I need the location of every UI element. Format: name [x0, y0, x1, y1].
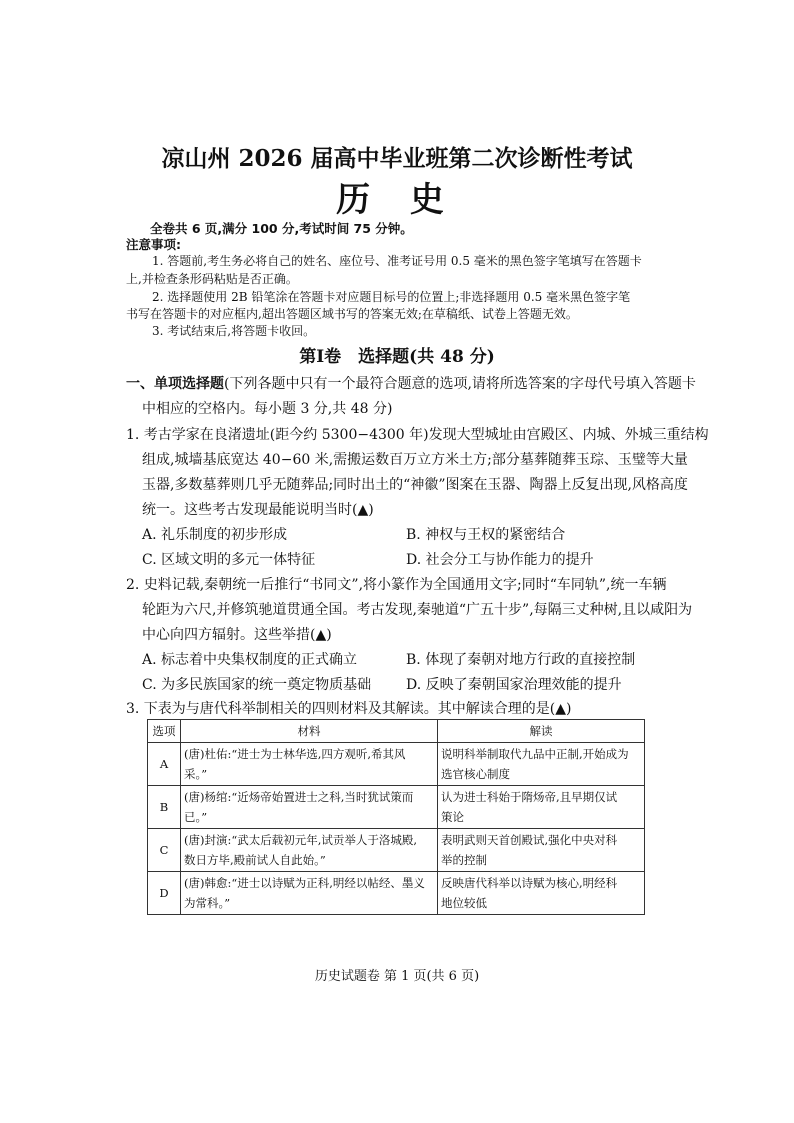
- interpretation-line: 地位较低: [441, 896, 487, 910]
- q3-stem: 3. 下表为与唐代科举制相关的四则材料及其解读。其中解读合理的是(▲): [126, 701, 572, 717]
- material-line: 采。”: [184, 767, 208, 781]
- material-line: 已。”: [184, 810, 208, 824]
- section-intro: [126, 373, 696, 393]
- notes-title: 注意事项:: [126, 237, 181, 252]
- q1-line: 玉器,多数墓葬则几乎无随葬品;同时出土的“神徽”图案在玉器、陶器上反复出现,风格高度: [142, 477, 688, 493]
- q1-option-b: B. 神权与王权的紧密结合: [406, 527, 566, 543]
- section-title: 第Ⅰ卷 选择题(共 48 分): [299, 347, 495, 367]
- note-line: 上,并检查条形码粘贴是否正确。: [126, 272, 298, 286]
- table-header-row: [148, 720, 645, 743]
- row-interpretation: [438, 872, 645, 915]
- q1-option-d: D. 社会分工与协作能力的提升: [406, 552, 594, 568]
- material-line: (唐)杨绾:“近炀帝始置进士之科,当时犹试策而: [184, 790, 414, 804]
- interpretation-line: 说明科举制取代九品中正制,开始成为: [441, 747, 629, 761]
- row-material: [181, 786, 438, 829]
- q2-line: 2. 史料记载,秦朝统一后推行“书同文”,将小篆作为全国通用文字;同时“车同轨”,统一车辆: [126, 577, 667, 593]
- note-line: 书写在答题卡的对应框内,超出答题区域书写的答案无效;在草稿纸、试卷上答题无效。: [126, 307, 578, 321]
- material-line: (唐)封演:“武太后载初元年,试贡举人于洛城殿,: [184, 833, 418, 847]
- material-line: (唐)韩愈:“进士以诗赋为正科,明经以帖经、墨义: [184, 876, 425, 890]
- interpretation-line: 认为进士科始于隋炀帝,且早期仅试: [441, 790, 618, 804]
- interpretation-line: 表明武则天首创殿试,强化中央对科: [441, 833, 618, 847]
- q1-line: 1. 考古学家在良渚遗址(距今约 5300−4300 年)发现大型城址由宫殿区、内城、外城三重结构: [126, 427, 709, 443]
- material-line: (唐)杜佑:“进士为士林华选,四方观听,希其风: [184, 747, 406, 761]
- row-interpretation: [438, 743, 645, 786]
- page-footer: 历史试题卷 第 1 页(共 6 页): [314, 969, 480, 984]
- row-option: C: [148, 829, 181, 872]
- q1-option-c: C. 区域文明的多元一体特征: [142, 552, 316, 568]
- header-material: 材料: [181, 720, 438, 743]
- q1-line: 统一。这些考古发现最能说明当时(▲): [142, 502, 374, 518]
- note-line: 1. 答题前,考生务必将自己的姓名、座位号、准考证号用 0.5 毫米的黑色签字笔填写在答题卡: [152, 254, 642, 268]
- material-line: 数日方毕,殿前试人自此始。”: [184, 853, 326, 867]
- section-intro-bold: 一、单项选择题: [126, 376, 224, 392]
- row-option: B: [148, 786, 181, 829]
- interpretation-line: 策论: [441, 810, 464, 824]
- row-material: [181, 829, 438, 872]
- row-interpretation: [438, 786, 645, 829]
- q2-option-b: B. 体现了秦朝对地方行政的直接控制: [406, 652, 636, 668]
- row-option: D: [148, 872, 181, 915]
- q3-table: [147, 719, 645, 915]
- table-row: [148, 743, 645, 786]
- section-intro-text: (下列各题中只有一个最符合题意的选项,请将所选答案的字母代号填入答题卡: [224, 376, 696, 392]
- table-row: [148, 872, 645, 915]
- section-intro-line2: 中相应的空格内。每小题 3 分,共 48 分): [142, 401, 393, 417]
- q2-option-c: C. 为多民族国家的统一奠定物质基础: [142, 677, 372, 693]
- row-option: A: [148, 743, 181, 786]
- q2-line: 轮距为六尺,并修筑驰道贯通全国。考古发现,秦驰道“广五十步”,每隔三丈种树,且以咸阳为: [142, 602, 693, 618]
- exam-title: 凉山州 2026 届高中毕业班第二次诊断性考试: [161, 145, 633, 172]
- q1-option-a: A. 礼乐制度的初步形成: [142, 527, 288, 543]
- subject-title: 历 史: [336, 180, 458, 220]
- row-material: [181, 743, 438, 786]
- material-line: 为常科。”: [184, 896, 231, 910]
- q2-option-d: D. 反映了秦朝国家治理效能的提升: [406, 677, 622, 693]
- note-line: 2. 选择题使用 2B 铅笔涂在答题卡对应题目标号的位置上;非选择题用 0.5 毫米黑色签字笔: [152, 290, 631, 304]
- interpretation-line: 举的控制: [441, 853, 487, 867]
- header-option: 选项: [148, 720, 181, 743]
- exam-meta: 全卷共 6 页,满分 100 分,考试时间 75 分钟。: [150, 221, 413, 236]
- header-interpretation: 解读: [438, 720, 645, 743]
- table-row: [148, 786, 645, 829]
- interpretation-line: 选官核心制度: [441, 767, 510, 781]
- table-row: [148, 829, 645, 872]
- q2-line: 中心向四方辐射。这些举措(▲): [142, 627, 332, 643]
- interpretation-line: 反映唐代科举以诗赋为核心,明经科: [441, 876, 618, 890]
- row-material: [181, 872, 438, 915]
- row-interpretation: [438, 829, 645, 872]
- q1-line: 组成,城墙基底宽达 40−60 米,需搬运数百万立方米土方;部分墓葬随葬玉琮、玉璧等大量: [142, 452, 688, 468]
- q2-option-a: A. 标志着中央集权制度的正式确立: [142, 652, 358, 668]
- note-line: 3. 考试结束后,将答题卡收回。: [152, 324, 316, 338]
